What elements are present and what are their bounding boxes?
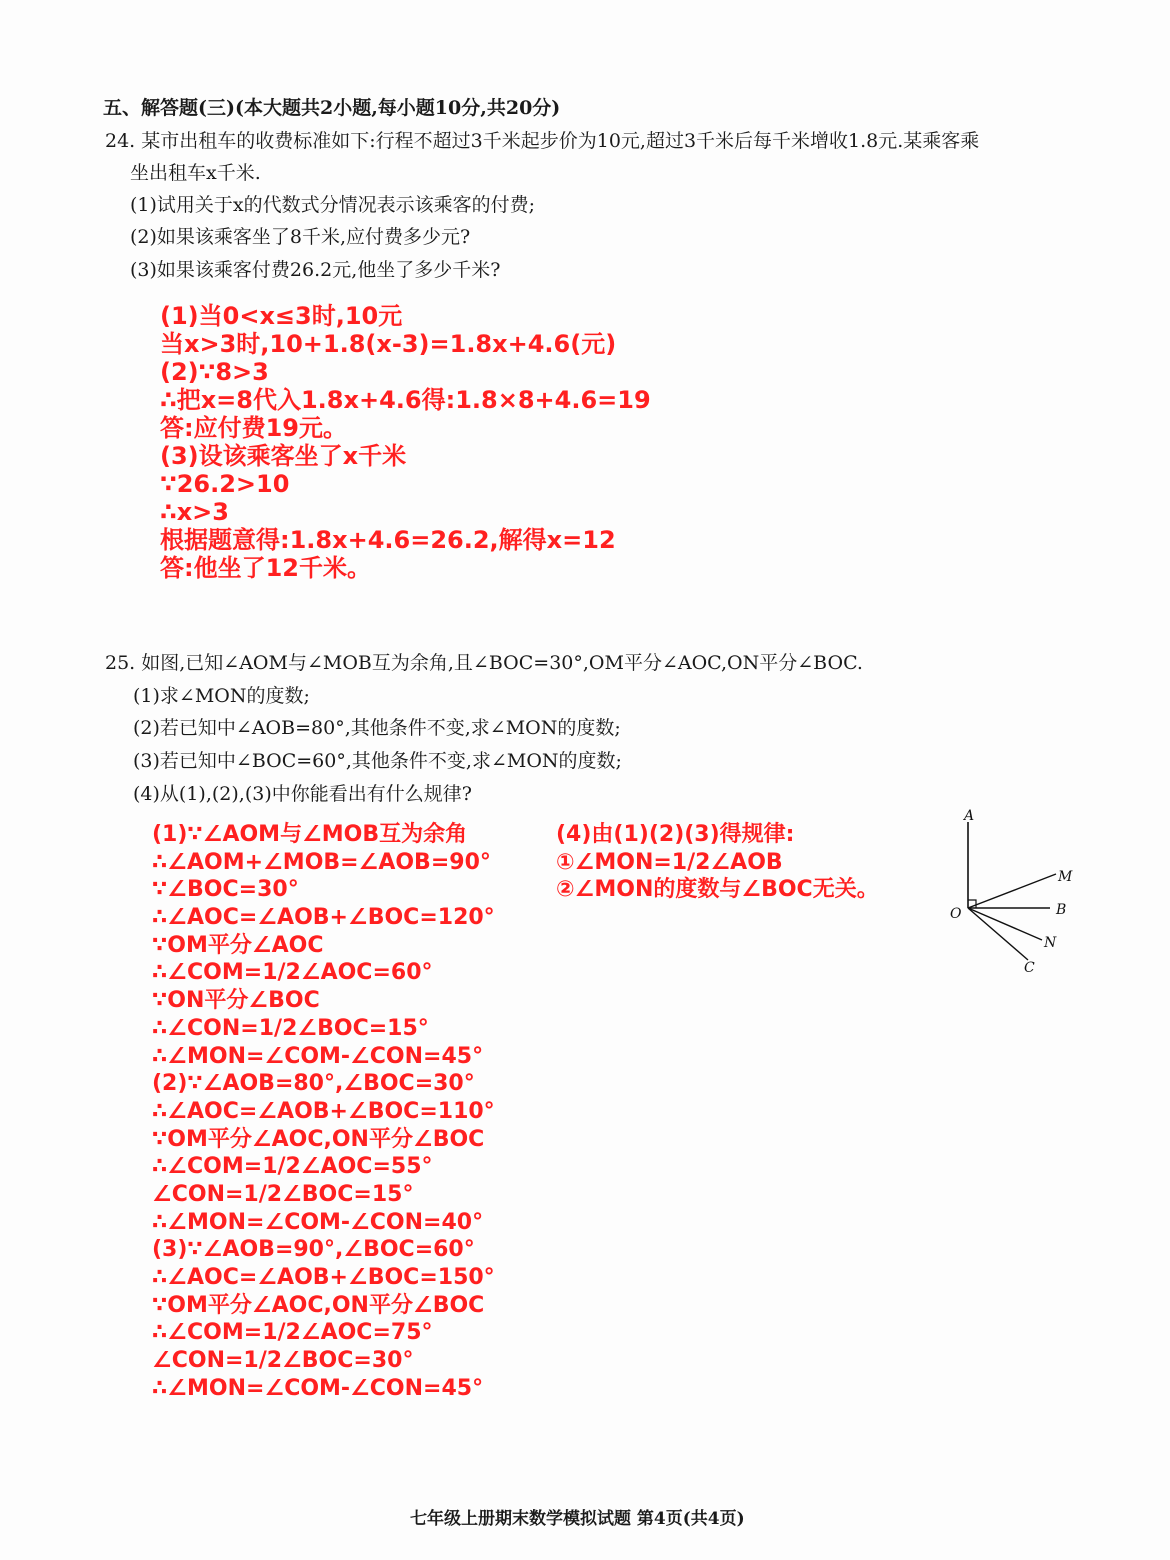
answer25-line: ∵∠BOC=30° [152,877,299,903]
q25-sub1: (1)求∠MON的度数; [133,685,310,707]
answer25-right-block [556,821,879,904]
answer25-rule-1: ①∠MON=1/2∠AOB [556,849,783,875]
q24-stem-line2: 坐出租车x千米. [130,162,261,184]
answer25-line: ∵ON平分∠BOC [152,988,320,1014]
answer25-line: ∵OM平分∠AOC,ON平分∠BOC [152,1126,485,1152]
answer25-line: ∵OM平分∠AOC [152,932,324,958]
answer25-left-block [152,821,495,1402]
answer25-line: (1)∵∠AOM与∠MOB互为余角 [152,822,468,847]
answer24-line: (1)当0<x≤3时,10元 [160,302,403,330]
label-m: M [1058,869,1073,885]
answer24-line: 答:他坐了12千米。 [160,554,371,582]
page-footer: 七年级上册期末数学模拟试题 第4页(共4页) [410,1509,745,1529]
answer24-line: ∴把x=8代入1.8x+4.6得:1.8×8+4.6=19 [160,386,651,414]
label-o: O [950,906,962,922]
answer25-line: (2)∵∠AOB=80°,∠BOC=30° [152,1071,475,1097]
answer25-line: ∴∠AOC=∠AOB+∠BOC=150° [152,1265,495,1290]
answer24-line: 根据题意得:1.8x+4.6=26.2,解得x=12 [160,526,616,554]
answer25-line: ∠CON=1/2∠BOC=30° [152,1348,414,1374]
label-n: N [1044,935,1057,951]
answer24-line: 当x>3时,10+1.8(x-3)=1.8x+4.6(元) [160,330,617,358]
answer25-line: ∵OM平分∠AOC,ON平分∠BOC [152,1292,485,1318]
answer24-line: (2)∵8>3 [160,358,269,386]
q25-sub4: (4)从(1),(2),(3)中你能看出有什么规律? [133,783,472,805]
ray-on [968,908,1042,940]
answer24-block [160,302,651,582]
answer25-line: ∴∠MON=∠COM-∠CON=45° [152,1375,484,1401]
answer25-line: ∴∠COM=1/2∠AOC=60° [152,960,433,986]
section-title: 五、解答题(三)(本大题共2小题,每小题10分,共20分) [103,97,561,119]
answer24-line: ∵26.2>10 [160,470,290,498]
label-a: A [964,808,975,824]
answer24-line: (3)设该乘客坐了x千米 [160,442,407,470]
ray-oc [968,908,1028,960]
q24-sub1: (1)试用关于x的代数式分情况表示该乘客的付费; [130,194,536,216]
answer25-line: ∴∠MON=∠COM-∠CON=45° [152,1043,484,1069]
q25-sub2: (2)若已知中∠AOB=80°,其他条件不变,求∠MON的度数; [133,717,621,739]
answer24-line: ∴x>3 [160,498,229,526]
answer25-line: ∴∠MON=∠COM-∠CON=40° [152,1209,484,1235]
answer25-line: (3)∵∠AOB=90°,∠BOC=60° [152,1237,475,1263]
answer25-rule-2: ②∠MON的度数与∠BOC无关。 [556,877,879,903]
q24-stem-line1: 24. 某市出租车的收费标准如下:行程不超过3千米起步价为10元,超过3千米后每千米增收1.8元.某乘客乘 [105,130,980,152]
label-b: B [1056,902,1067,918]
answer25-rule-title: (4)由(1)(2)(3)得规律: [556,822,795,847]
answer25-line: ∴∠AOC=∠AOB+∠BOC=110° [152,1098,495,1124]
answer25-line: ∴∠CON=1/2∠BOC=15° [152,1015,429,1041]
angle-figure [940,800,1080,980]
q24-sub3: (3)如果该乘客付费26.2元,他坐了多少千米? [130,259,501,281]
answer25-line: ∴∠AOM+∠MOB=∠AOB=90° [152,849,491,875]
ray-om [968,874,1056,908]
q25-sub3: (3)若已知中∠BOC=60°,其他条件不变,求∠MON的度数; [133,750,622,772]
answer25-line: ∴∠COM=1/2∠AOC=55° [152,1154,433,1180]
answer25-line: ∴∠COM=1/2∠AOC=75° [152,1320,433,1346]
label-c: C [1024,960,1035,976]
answer25-line: ∠CON=1/2∠BOC=15° [152,1181,414,1207]
q24-sub2: (2)如果该乘客坐了8千米,应付费多少元? [130,226,471,248]
answer24-line: 答:应付费19元。 [160,414,347,442]
q25-stem: 25. 如图,已知∠AOM与∠MOB互为余角,且∠BOC=30°,OM平分∠AOC,ON平分∠BOC. [105,652,863,674]
answer25-line: ∴∠AOC=∠AOB+∠BOC=120° [152,905,495,931]
